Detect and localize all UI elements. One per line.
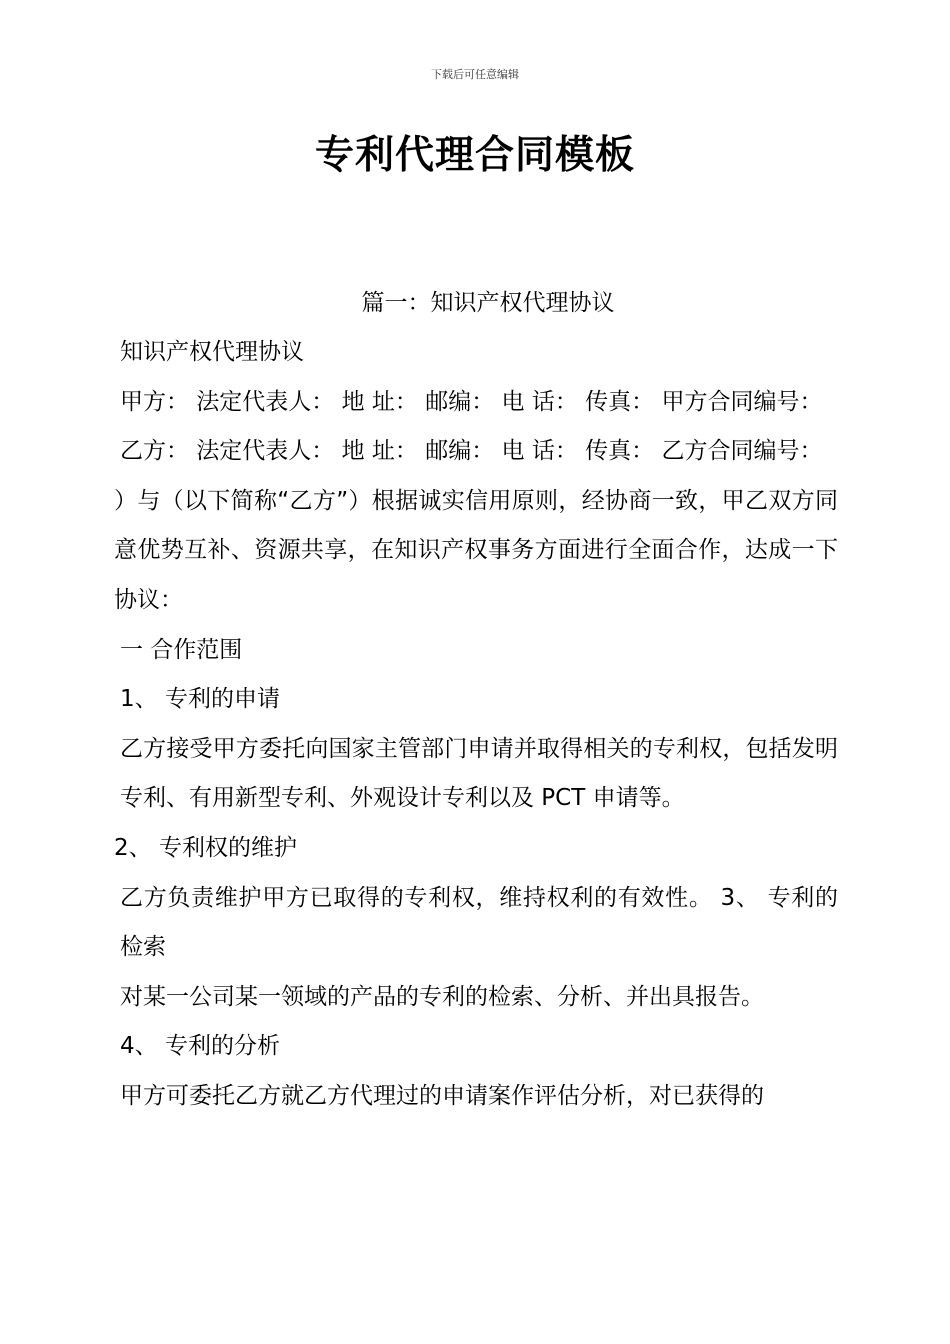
paragraph-patent-analysis: 甲方可委托乙方就乙方代理过的申请案作评估分析，对已获得的 <box>120 1082 764 1109</box>
paragraph-preamble: ）与（以下简称“乙方”）根据诚实信用原则，经协商一致，甲乙双方同意优势互补、资源共享，在知识产权事务方面进行全面合作，达成一下协议： <box>114 487 838 613</box>
paragraph-cooperation-scope: 一 合作范围 <box>120 636 243 663</box>
document-body <box>114 328 838 1122</box>
paragraph-patent-maintenance: 乙方负责维护甲方已取得的专利权，维持权利的有效性。 3、 专利的检索 <box>120 884 838 961</box>
paragraph-patent-search: 对某一公司某一领域的产品的专利的检索、分析、并出具报告。 <box>120 983 764 1010</box>
paragraph-patent-application: 乙方接受甲方委托向国家主管部门申请并取得相关的专利权，包括发明专利、有用新型专利、外观设计专利以及 PCT 申请等。 <box>120 735 838 812</box>
paragraph-item-2: 2、 专利权的维护 <box>114 834 297 861</box>
paragraph-item-1: 1、 专利的申请 <box>120 686 280 713</box>
paragraph-item-4: 4、 专利的分析 <box>120 1033 280 1060</box>
header-note: 下载后可任意编辑 <box>431 68 519 81</box>
paragraph-agreement-title: 知识产权代理协议 <box>120 339 304 365</box>
paragraph-party-b: 乙方： 法定代表人： 地 址： 邮编： 电 话： 传真： 乙方合同编号： <box>120 438 823 465</box>
section-heading: 篇一：知识产权代理协议 <box>361 290 615 316</box>
paragraph-party-a: 甲方： 法定代表人： 地 址： 邮编： 电 话： 传真： 甲方合同编号： <box>120 388 823 415</box>
document-title: 专利代理合同模板 <box>314 133 635 178</box>
